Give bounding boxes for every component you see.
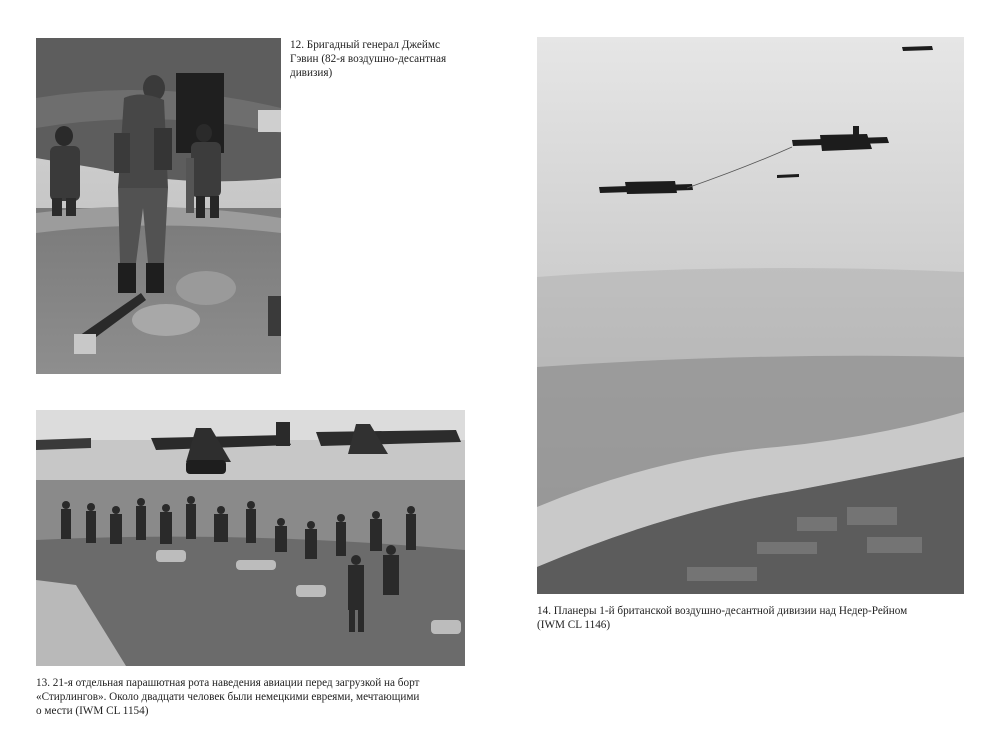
photo-13-pathfinders-on-airfield — [36, 410, 465, 666]
caption-13-line-2: «Стирлингов». Около двадцати человек были немецкими евреями, мечтающими — [36, 691, 420, 703]
photo-12-paratroopers-by-aircraft — [36, 38, 281, 374]
caption-figure-13 — [36, 676, 476, 718]
caption-14-line-2: (IWM CL 1146) — [537, 619, 611, 631]
caption-14-line-1: 14. Планеры 1-й британской воздушно-десантной дивизии над Недер-Рейном — [537, 605, 908, 617]
caption-12-line-3: дивизия) — [290, 67, 333, 79]
caption-13-line-3: о мести (IWM CL 1154) — [36, 705, 149, 717]
caption-figure-12 — [290, 38, 490, 80]
caption-12-line-1: 12. Бригадный генерал Джеймс — [290, 39, 440, 51]
photo-14-gliders-over-river — [537, 37, 964, 594]
caption-figure-14 — [537, 604, 977, 632]
caption-13-line-1: 13. 21-я отдельная парашютная рота наведения авиации перед загрузкой на борт — [36, 677, 420, 689]
caption-12-line-2: Гэвин (82-я воздушно-десантная — [290, 53, 447, 65]
